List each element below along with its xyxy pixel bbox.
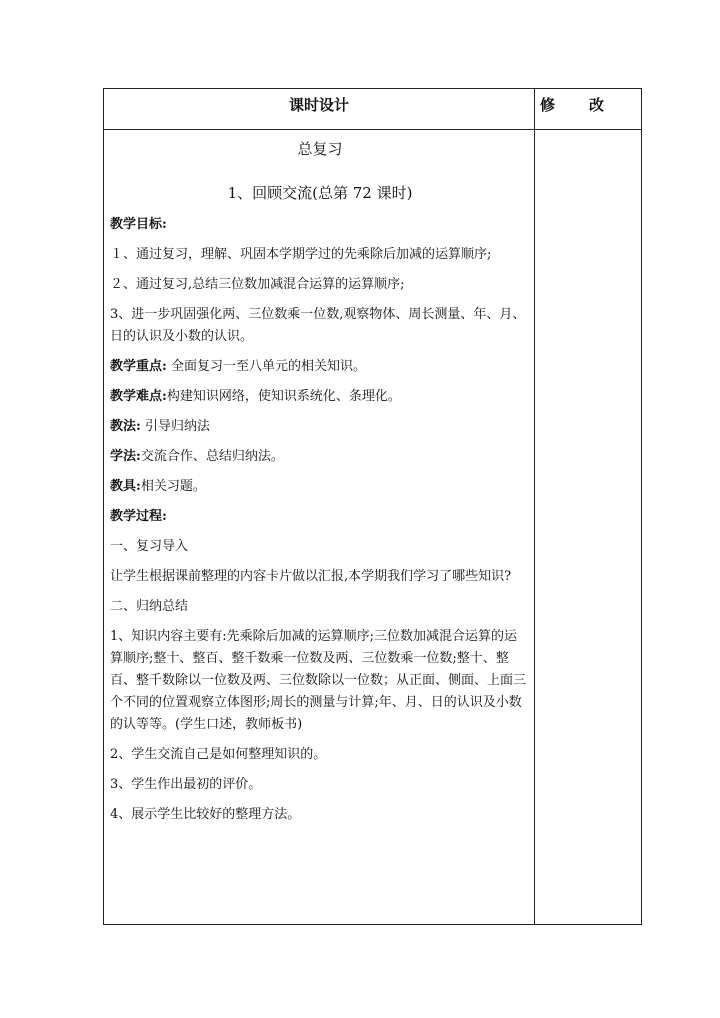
objective-3: 3、进一步巩固强化两、三位数乘一位数,观察物体、周长测量、年、月、日的认识及小数的认识。: [110, 307, 526, 344]
step2-item-4: 4、展示学生比较好的整理方法。: [110, 807, 301, 822]
learning-method: [110, 446, 530, 468]
lesson-title: 总复习: [297, 140, 343, 158]
header-lesson-design: 课时设计: [288, 96, 349, 114]
difficulty-text: 构建知识网络，使知识系统化、条理化。: [166, 389, 401, 404]
method-text: 引导归纳法: [140, 419, 210, 434]
objectives-label: 教学目标:: [110, 217, 167, 232]
learning-label: 学法:: [110, 449, 141, 464]
objective-1: １、通过复习，理解、巩固本学期学过的先乘除后加减的运算顺序;: [110, 247, 492, 262]
tools-label: 教具:: [110, 479, 141, 494]
step2-title: 二、归纳总结: [110, 599, 189, 614]
process-label: 教学过程:: [110, 509, 167, 524]
column-divider: [534, 89, 535, 924]
lesson-content: [110, 137, 530, 826]
step1-text: 让学生根据课前整理的内容卡片做以汇报,本学期我们学习了哪些知识?: [110, 569, 512, 584]
step2-item-2: 2、学生交流自己是如何整理知识的。: [110, 747, 327, 762]
difficulties: [110, 386, 530, 408]
key-points: [110, 356, 530, 378]
difficulty-label: 教学难点:: [110, 389, 167, 404]
learning-text: 交流合作、总结归纳法。: [140, 449, 284, 464]
tools-text: 相关习题。: [140, 479, 206, 494]
key-text: 全面复习一至八单元的相关知识。: [166, 359, 366, 374]
header-revision: 修改: [540, 96, 639, 114]
teaching-tools: [110, 476, 530, 498]
objective-2: ２、通过复习,总结三位数加减混合运算的运算顺序;: [110, 277, 405, 292]
lesson-plan-table: [103, 88, 642, 925]
key-label: 教学重点:: [110, 359, 167, 374]
step2-item-3: 3、学生作出最初的评价。: [110, 777, 262, 792]
teaching-method: [110, 416, 530, 438]
lesson-subtitle: 1、回顾交流(总第 72 课时): [227, 184, 413, 202]
step2-item-1: 1、知识内容主要有:先乘除后加减的运算顺序;三位数加减混合运算的运算顺序;整十、整百、整千数乘一位数及两、三位数乘一位数;整十、整百、整千数除以一位数及两、三位数除以一位数；从正面、侧面、上面三个不同的位置观察立体图形;周长的测量与计算;年、月、日的认识及小数的认等等。(学生口述，教师板书): [110, 629, 527, 732]
step1-title: 一、复习导入: [110, 539, 189, 554]
header-divider: [104, 129, 641, 130]
method-label: 教法:: [110, 419, 141, 434]
